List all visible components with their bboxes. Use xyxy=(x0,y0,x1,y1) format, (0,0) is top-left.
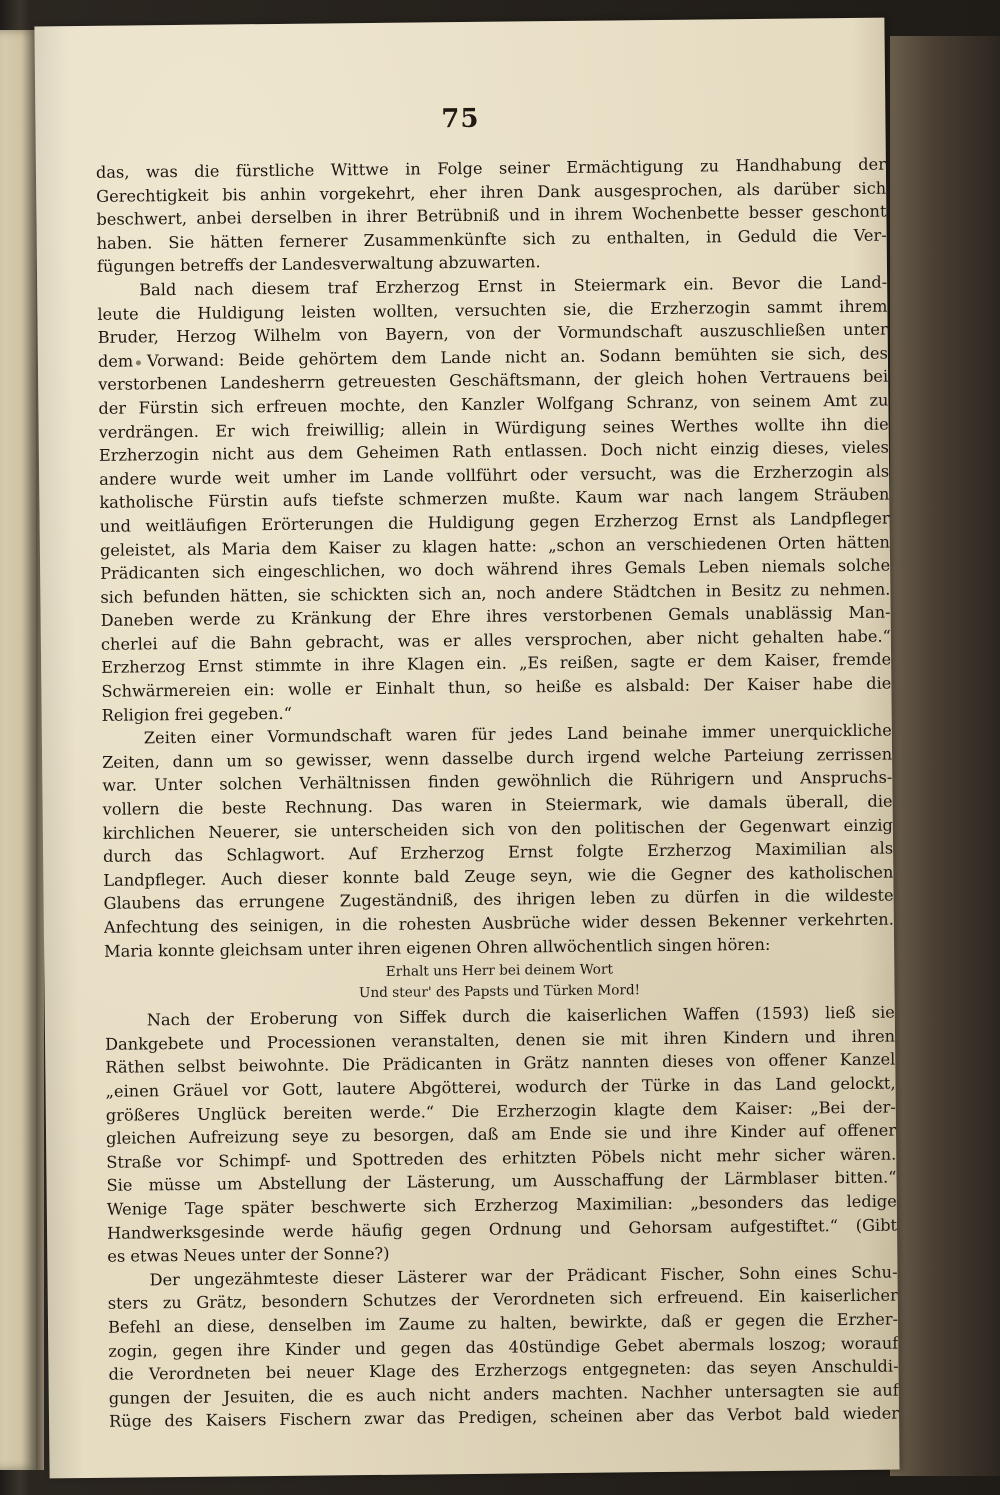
text-line: Landpfleger. Auch dieser konnte bald Zeuge seyn, wie die Gegner des katholischen xyxy=(103,862,894,890)
text-line: Befehl an diese, denselben im Zaume zu halten, bewirkte, daß er gegen die Erzher- xyxy=(107,1309,899,1337)
text-line: Schwärmereien ein: wolle er Einhalt thun, so heiße es alsbald: Der Kaiser habe die xyxy=(101,673,892,701)
text-line: geleistet, als Maria dem Kaiser zu klagen hatte: „schon an verschiedenen Orten hätten xyxy=(99,532,890,560)
text-line: kirchlichen Neuerer, sie unterscheiden sich von den politischen der Gegenwart einzig xyxy=(102,815,893,843)
text-line: haben. Sie hätten fernerer Zusammenkünfte sich zu enthalten, in Geduld die Ver- xyxy=(96,225,887,253)
text-line: und weitläufigen Erörterungen die Huldigung gegen Erzherzog Ernst als Landpfleger xyxy=(99,508,890,536)
text-line: verdrängen. Er wich freiwillig; allein in Würdigung seines Werthes wollte ihn die xyxy=(98,414,889,442)
text-line: vollern die beste Rechnung. Das waren in Steiermark, wie damals überall, die xyxy=(102,791,893,819)
verse-quote xyxy=(104,957,894,1007)
text-line: es etwas Neues unter der Sonne?) xyxy=(107,1243,390,1266)
text-line: das, was die fürstliche Wittwe in Folge seiner Ermächtigung zu Handhabung der xyxy=(95,154,887,182)
text-line: Dankgebete und Processionen veranstalten, denen sie mit ihren Kindern und ihren xyxy=(104,1026,896,1054)
text-line: Zeiten, dann um so gewisser, wenn dasselbe durch irgend welche Parteiung zerrissen xyxy=(102,744,893,772)
text-line: fügungen betreffs der Landesverwaltung abzuwarten. xyxy=(96,252,541,277)
text-line: Daneben werde zu Kränkung der Ehre ihres verstorbenen Gemals unablässig Man- xyxy=(100,602,891,631)
text-line: andere wurde weit umher im Lande vollführt oder versucht, was die Erzherzogin als xyxy=(99,461,890,489)
text-line: Gerechtigkeit bis anhin vorgekehrt, eher ihren Dank ausgesprochen, als darüber sich xyxy=(96,178,887,206)
text-line: cherlei auf die Bahn gebracht, was er alles versprochen, aber nicht gehalten habe.“ xyxy=(100,626,891,654)
text-line: durch das Schlagwort. Auf Erzherzog Ernst folgte Erzherzog Maximilian als xyxy=(103,838,894,867)
text-line: Zeiten einer Vormundschaft waren für jedes Land beinahe immer unerquickliche xyxy=(143,720,892,748)
left-page-edge xyxy=(0,30,36,1470)
text-line: sters zu Grätz, besondern Schutzes der Verordneten sich erfreuend. Ein kaiserlicher xyxy=(107,1285,898,1314)
text-line: Handwerksgesinde werde häufig gegen Ordnung und Gehorsam aufgestiftet.“ (Gibt xyxy=(106,1215,898,1243)
text-line: Rüge des Kaisers Fischern zwar das Predigen, scheinen aber das Verbot bald wieder xyxy=(108,1403,900,1432)
text-line: Nach der Eroberung von Siffek durch die kaiserlichen Waffen (1593) ließ sie xyxy=(146,1002,895,1030)
book-cover-edge xyxy=(890,36,1000,1476)
page-number: 75 xyxy=(441,103,480,135)
text-line: Straße vor Schimpf- und Spottreden des erhitzten Pöbels nicht mehr sicher wären. xyxy=(106,1144,897,1172)
text-line: Sie müsse um Abstellung der Lästerung, um Ausschaffung der Lärmblaser bitten.“ xyxy=(106,1167,897,1196)
text-line: sich befunden hätten, sie schickten sich an, noch andere Städtchen in Besitz zu nehmen. xyxy=(100,579,891,607)
text-line: Prädicanten sich eingeschlichen, wo doch während ihres Gemals Leben niemals solche xyxy=(100,555,891,583)
text-line: Religion frei gegeben.“ xyxy=(101,703,293,725)
text-line: Erzherzogin nicht aus dem Geheimen Rath entlassen. Doch nicht einzig dieses, vieles xyxy=(98,437,889,465)
text-line: katholische Fürstin aufs tiefste schmerzen mußte. Kaum war nach langem Sträuben xyxy=(99,484,890,513)
verse-line: Erhalt uns Herr bei deinem Wort xyxy=(385,961,613,981)
text-line: größeres Unglück bereiten werde.“ Die Erzherzogin klagte dem Kaiser: „Bei der- xyxy=(105,1097,896,1125)
text-line: Der ungezähmteste dieser Lästerer war der Prädicant Fischer, Sohn eines Schu- xyxy=(149,1262,898,1290)
text-line: „einen Gräuel vor Gott, lautere Abgötterei, wodurch der Türke in das Land gelockt, xyxy=(105,1073,896,1101)
paragraph-block-top xyxy=(96,153,894,963)
body-text xyxy=(96,153,899,1434)
text-line: war. Unter solchen Verhältnissen finden gewöhnlich die Rührigern und Anspruchs- xyxy=(102,767,893,796)
text-line: Wenige Tage später beschwerte sich Erzherzog Maximilian: „besonders das ledige xyxy=(106,1191,897,1219)
paragraph-block-bottom xyxy=(105,1001,899,1434)
text-line: Bruder, Herzog Wilhelm von Bayern, von der Vormundschaft auszuschließen unter xyxy=(97,319,888,348)
text-line: Räthen selbst beiwohnte. Die Prädicanten in Grätz nannten dieses von offener Kanzel xyxy=(105,1049,896,1078)
text-line: verstorbenen Landesherrn getreuesten Geschäftsmann, der gleich hohen Vertrauens bei xyxy=(98,366,889,395)
text-line: gungen der Jesuiten, die es auch nicht anders machten. Nachher untersagten sie auf xyxy=(108,1380,899,1408)
text-line: leute die Huldigung leisten wollten, versuchten sie, die Erzherzogin sammt ihrem xyxy=(97,296,888,324)
text-line: Anfechtung des seinigen, in die rohesten Ausbrüche wider dessen Bekenner verkehrten. xyxy=(103,909,894,937)
text-line: die Verordneten bei neuer Klage des Erzherzogs entgegneten: das seyen Anschuldi- xyxy=(108,1356,899,1384)
text-line: Erzherzog Ernst stimmte in ihre Klagen ein. „Es reißen, sagte er dem Kaiser, fremde xyxy=(101,650,892,678)
text-line: Maria konnte gleichsam unter ihren eigenen Ohren allwöchentlich singen hören: xyxy=(104,934,771,961)
text-line: Bald nach diesem traf Erzherzog Ernst in Steiermark ein. Bevor die Land- xyxy=(139,272,888,300)
verse-line: Und steur' des Papsts und Türken Mord! xyxy=(358,982,641,1002)
text-line: der Fürstin sich erfreuen mochte, den Kanzler Wolfgang Schranz, von seinem Amt zu xyxy=(98,390,889,418)
text-line: zogin, gegen ihre Kinder und gegen das 40stündige Gebet abermals loszog; worauf xyxy=(108,1333,899,1361)
text-line: Glaubens das errungene Zugeständniß, des ihrigen leben zu dürfen in die wildeste xyxy=(103,885,894,914)
text-line: beschwert, anbei derselben in ihrer Betrübniß und in ihrem Wochenbette besser geschont xyxy=(96,201,887,230)
book-page xyxy=(34,18,899,1479)
text-line: gleichen Aufreizung seye zu besorgen, daß am Ende sie und ihre Kinder auf offener xyxy=(105,1120,897,1148)
text-line: dem Vorwand: Beide gehörtem dem Lande nicht an. Sodann bemühten sie sich, des xyxy=(97,343,888,371)
